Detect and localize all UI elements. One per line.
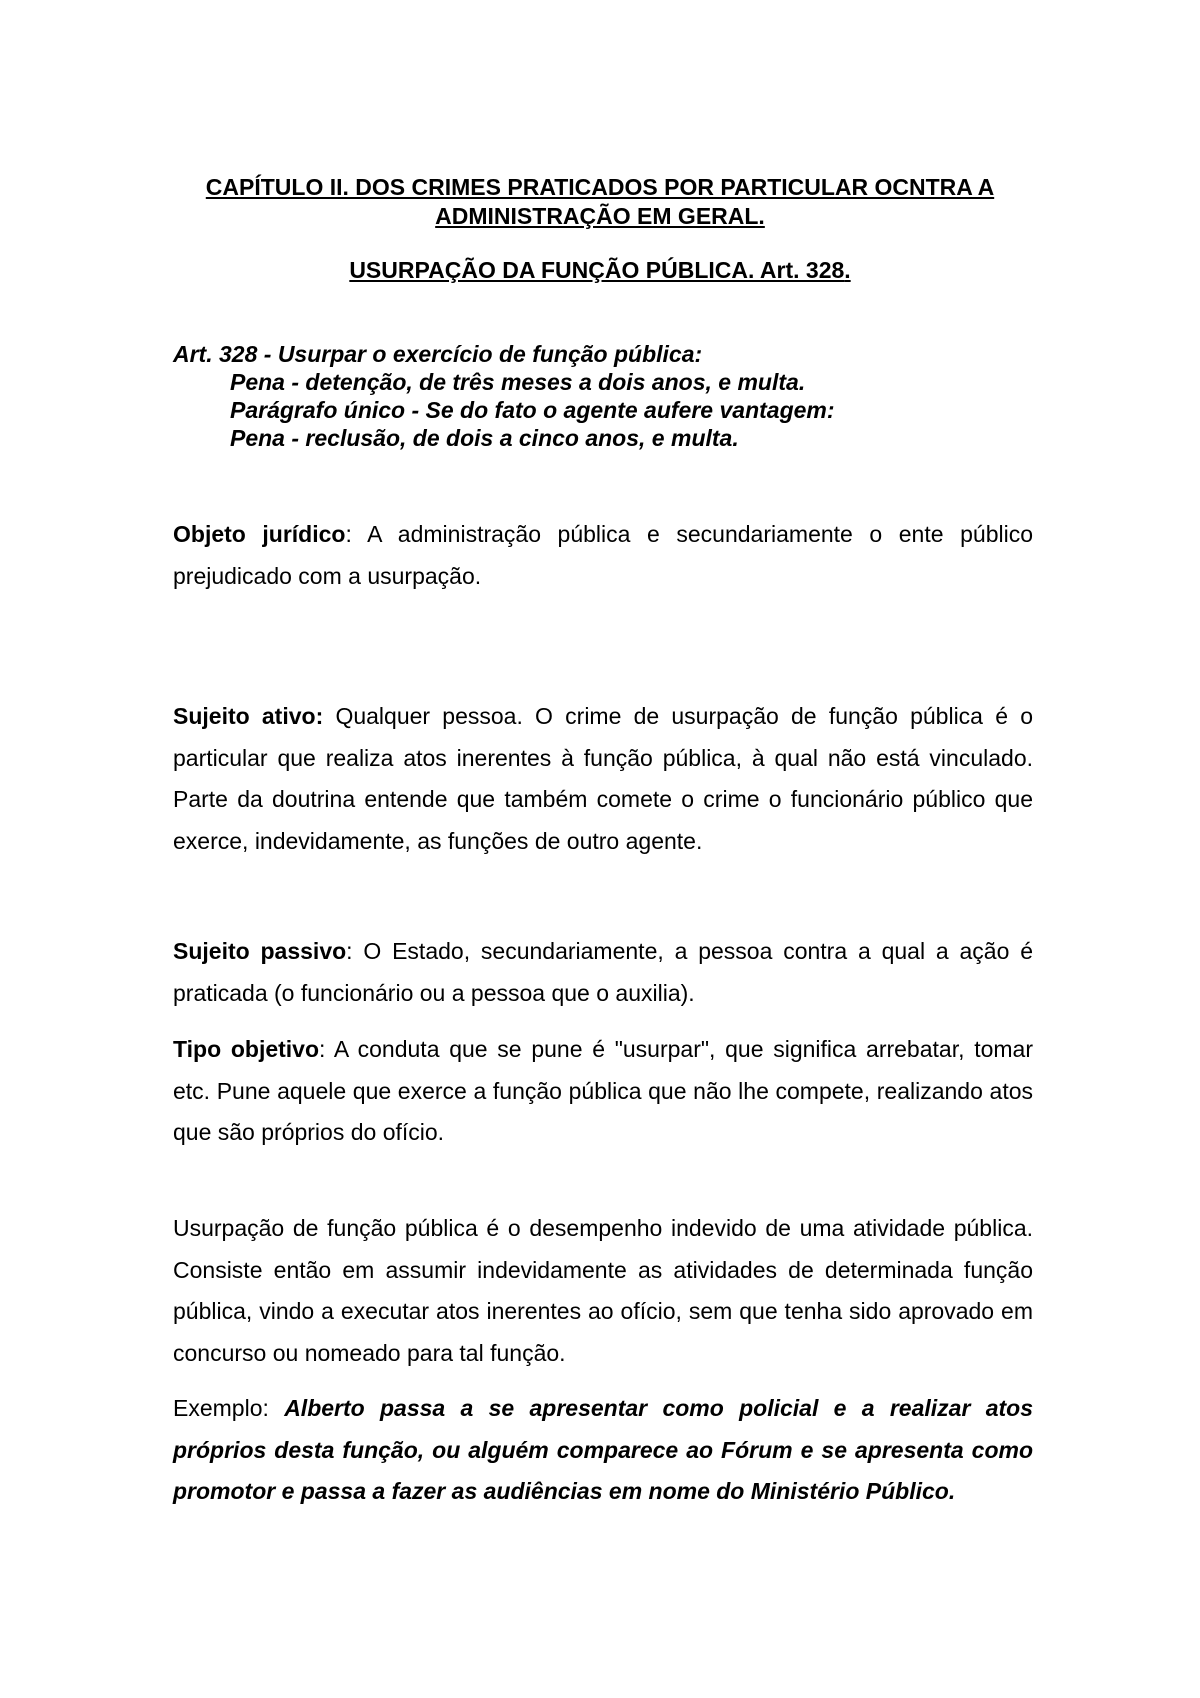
exemplo-paragraph	[173, 1388, 1033, 1513]
section-heading-period: .	[844, 257, 851, 283]
article-text	[173, 340, 1033, 452]
sujeito-passivo-label: Sujeito passivo	[173, 938, 347, 964]
article-pena-paragrafo: Pena - reclusão, de dois a cinco anos, e multa.	[230, 425, 739, 451]
section-heading	[0, 256, 1200, 285]
objeto-juridico-paragraph	[173, 514, 1033, 597]
chapter-heading-line2: ADMINISTRAÇÃO EM GERAL.	[435, 203, 765, 229]
tipo-objetivo-paragraph	[173, 1029, 1033, 1154]
sujeito-ativo-paragraph	[173, 696, 1033, 862]
chapter-heading	[0, 173, 1200, 231]
objeto-juridico-text: : A administração pública e secundariamente o ente público prejudicado com a usurpação.	[173, 521, 1033, 589]
article-caput: Art. 328 - Usurpar o exercício de função pública:	[173, 341, 703, 367]
usurpacao-text: Usurpação de função pública é o desempenho indevido de uma atividade pública. Consiste então em assumir indevidamente as atividades de determinada função pública, vindo a executar atos inerentes ao ofício, sem que tenha sido aprovado em concurso ou nomeado para tal função.	[173, 1215, 1033, 1366]
article-pena: Pena - detenção, de três meses a dois anos, e multa.	[230, 369, 806, 395]
sujeito-ativo-label: Sujeito ativo:	[173, 703, 324, 729]
chapter-heading-line1: CAPÍTULO II. DOS CRIMES PRATICADOS POR PARTICULAR OCNTRA A	[205, 174, 995, 200]
article-paragrafo: Parágrafo único - Se do fato o agente aufere vantagem:	[230, 397, 835, 423]
sujeito-ativo-text: Qualquer pessoa. O crime de usurpação de função pública é o particular que realiza atos inerentes à função pública, à qual não está vinculado. Parte da doutrina entende que também comete o crime o funcionário público que exerce, indevidamente, as funções de outro agente.	[173, 703, 1033, 854]
tipo-objetivo-text: : A conduta que se pune é "usurpar", que significa arrebatar, tomar etc. Pune aquele que exerce a função pública que não lhe compete, realizando atos que são próprios do ofício.	[173, 1036, 1033, 1145]
section-heading-title: USURPAÇÃO DA FUNÇÃO PÚBLICA. Art. 328	[349, 257, 845, 283]
tipo-objetivo-label: Tipo objetivo	[173, 1036, 320, 1062]
sujeito-passivo-paragraph	[173, 931, 1033, 1014]
exemplo-text: Alberto passa a se apresentar como policial e a realizar atos próprios desta função, ou alguém comparece ao Fórum e se apresenta como promotor e passa a fazer as audiências em nome do Ministério Público.	[173, 1395, 1033, 1504]
exemplo-label: Exemplo:	[173, 1395, 285, 1421]
usurpacao-paragraph	[173, 1208, 1033, 1374]
sujeito-passivo-text: : O Estado, secundariamente, a pessoa contra a qual a ação é praticada (o funcionário ou a pessoa que o auxilia).	[173, 938, 1033, 1006]
objeto-juridico-label: Objeto jurídico	[173, 521, 346, 547]
